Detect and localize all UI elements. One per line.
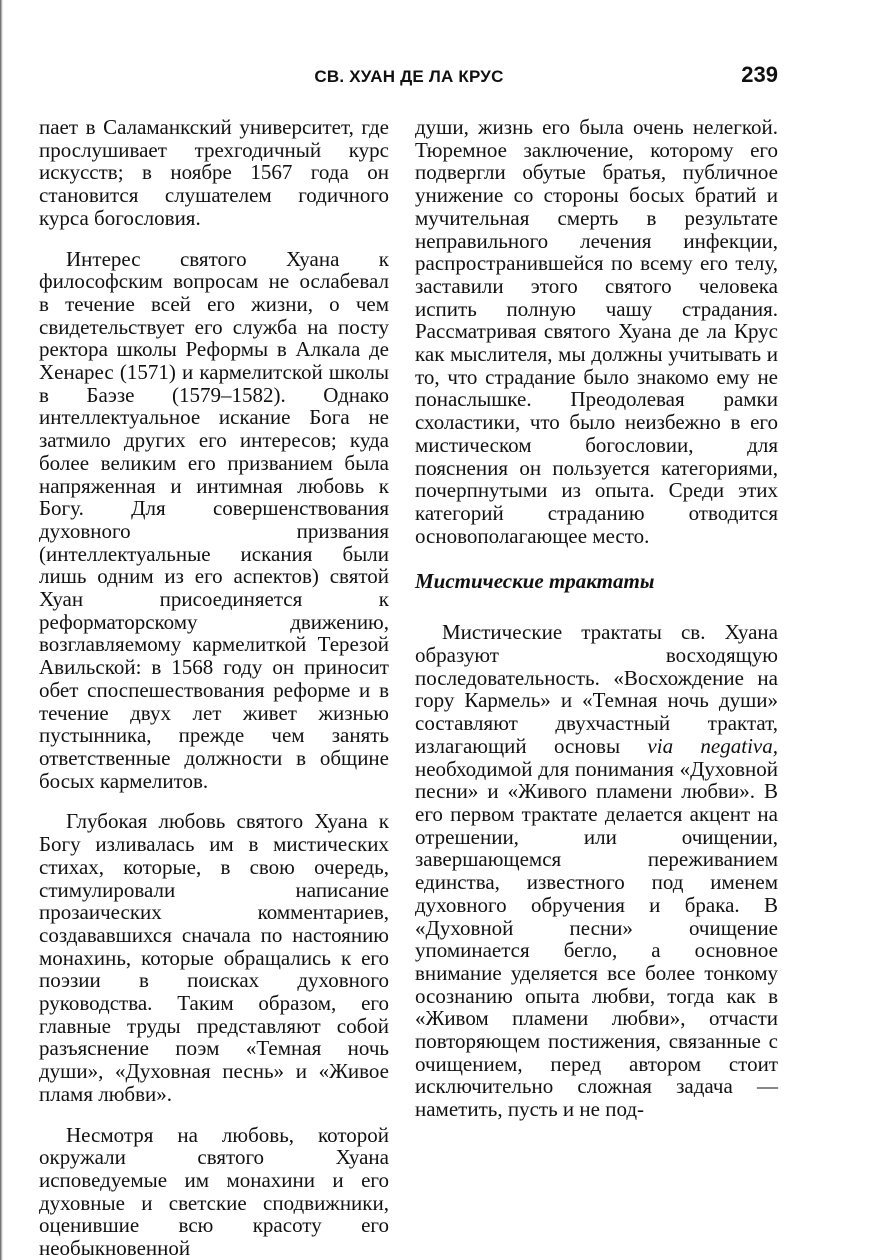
page-number: 239 xyxy=(741,62,778,87)
paragraph-gap xyxy=(39,792,389,810)
paragraph-text: необходимой для понимания «Духовной песни» и «Живого пламени любви». В его первом трактате делается акцент на отрешении, или очищении, завершающемся переживанием единства, известного под именем духовного обручения и брака. В «Духовной песни» очищение упоминается бегло, а основное внимание уделяется все более тонкому осознанию опыта любви, тогда как в «Живом пламени любви», отчасти повторяющем постижения, связанные с очищением, перед автором стоит исключительно сложная задача — наметить, пусть и не под- xyxy=(415,756,778,1122)
paragraph: Глубокая любовь святого Хуана к Богу изливалась им в мистических стихах, которые, в свою очередь, стимулировали написание прозаических комментариев, создававшихся сначала по настоянию монахинь, которые обращались к его поэзии в поисках духовного руководства. Таким образом, его главные труды представляют собой разъяснение поэм «Темная ночь души», «Духовная песнь» и «Живое пламя любви». xyxy=(39,809,389,1106)
paragraph: Несмотря на любовь, которой окружали святого Хуана исповедуемые им монахини и его духовные и светские сподвижники, оценившие всю красоту его необыкновенной xyxy=(39,1122,389,1260)
paragraph-text: Мистические трактаты св. Хуана образуют восходящую последовательность. «Восхождение на гору Кармель» и «Темная ночь души» составляют двухчастный трактат, излагающий основы xyxy=(415,620,778,758)
paragraph: Интерес святого Хуана к философским вопросам не ослабевал в течение всей его жизни, о чем свидетельствует его служба на посту ректора школы Реформы в Алкала де Хенарес (1571) и кармелитской школы в Баэзе (1579–1582). Однако интеллектуальное искание Бога не затмило других его интересов; куда более великим его призванием была напряженная и интимная любовь к Богу. Для совершенствования духовного призвания (интеллектуальные искания были лишь одним из его аспектов) святой Хуан присоединяется к реформаторскому движению, возглавляемому кармелиткой Терезой Авильской: в 1568 году он приносит обет споспешествования реформе и в течение двух лет живет жизнью пустынника, прежде чем занять ответственные должности в общине босых кармелитов. xyxy=(39,246,389,793)
running-head xyxy=(40,62,778,92)
right-column xyxy=(415,116,778,1121)
paragraph-continued: пает в Саламанкский университет, где прослушивает трехгодичный курс искусств; в ноябре 1567 года он становится слушателем годичного курса богословия. xyxy=(39,115,389,230)
paragraph-continued: души, жизнь его была очень нелегкой. Тюремное заключение, которому его подвергли обутые братья, публичное унижение со стороны босых братий и мучительная смерть в результате неправильного лечения инфекции, распространившейся по всему его телу, заставили этого святого человека испить полную чашу страдания. Рассматривая святого Хуана де ла Крус как мыслителя, мы должны учитывать и то, что страдание было знакомо ему не понаслышке. Преодолевая рамки схоластики, что было неизбежно в его мистическом богословии, для пояснения он пользуется категориями, почерпнутыми из опыта. Среди этих категорий страданию отводится основополагающее место. xyxy=(415,115,778,548)
paragraph-gap xyxy=(39,230,389,248)
running-title: СВ. ХУАН ДЕ ЛА КРУС xyxy=(314,67,504,86)
section-heading: Мистические трактаты xyxy=(415,569,655,594)
latin-term: via negativa, xyxy=(647,733,778,758)
section-paragraph xyxy=(415,621,778,1120)
scan-edge xyxy=(0,0,3,1260)
left-column xyxy=(39,116,389,1260)
paragraph-gap xyxy=(39,1106,389,1124)
